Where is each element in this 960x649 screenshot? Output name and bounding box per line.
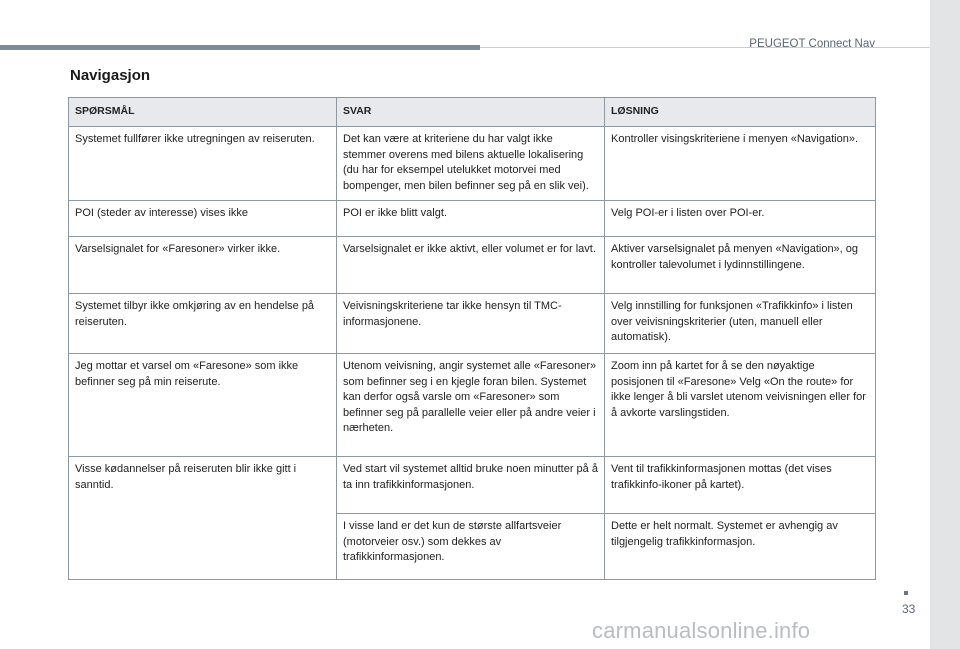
answer-cell: Det kan være at kriteriene du har valgt ikke stemmer overens med bilens aktuelle lokalisering (du har for eksempel utelukket motorvei med bompenger, men bilen befinner seg på en slik vei). [337,127,605,201]
page-number: 33 [902,602,916,616]
header-brand: PEUGEOT Connect Nav [749,38,875,50]
question-cell: Systemet tilbyr ikke omkjøring av en hendelse på reiseruten. [69,294,337,354]
answer-cell: I visse land er det kun de største allfartsveier (motorveier osv.) som dekkes av trafikkinformasjonen. [337,514,605,580]
question-cell: Jeg mottar et varsel om «Faresone» som ikke befinner seg på min reiserute. [69,354,337,457]
page-edge-strip [930,0,960,649]
table-row [69,237,876,294]
table-row [69,127,876,201]
column-header-question: SPØRSMÅL [69,98,337,127]
solution-cell: Zoom inn på kartet for å se den nøyaktige posisjonen til «Faresone» Velg «On the route» for ikke lenger å bli varslet utenom veivisningen eller for å avkorte varslingstiden. [605,354,876,457]
table-row [69,201,876,237]
answer-cell: Veivisningskriteriene tar ikke hensyn til TMC-informasjonene. [337,294,605,354]
column-header-solution: LØSNING [605,98,876,127]
answer-cell: POI er ikke blitt valgt. [337,201,605,237]
question-cell: Varselsignalet for «Faresoner» virker ikke. [69,237,337,294]
header-rule-dark [0,45,480,50]
solution-cell: Aktiver varselsignalet på menyen «Navigation», og kontroller talevolumet i lydinnstillingene. [605,237,876,294]
answer-cell: Varselsignalet er ikke aktivt, eller volumet er for lavt. [337,237,605,294]
solution-cell: Kontroller visingskriteriene i menyen «Navigation». [605,127,876,201]
troubleshooting-table [68,97,876,580]
solution-cell: Velg POI-er i listen over POI-er. [605,201,876,237]
page-marker-dot [904,591,908,595]
solution-cell: Dette er helt normalt. Systemet er avhengig av tilgjengelig trafikkinformasjon. [605,514,876,580]
table-row [69,457,876,514]
question-cell: Systemet fullfører ikke utregningen av reiseruten. [69,127,337,201]
question-cell: Visse kødannelser på reiseruten blir ikke gitt i sanntid. [69,457,337,580]
solution-cell: Velg innstilling for funksjonen «Trafikkinfo» i listen over veivisningskriterier (uten, manuell eller automatisk). [605,294,876,354]
table-header-row [69,98,876,127]
answer-cell: Ved start vil systemet alltid bruke noen minutter på å ta inn trafikkinformasjonen. [337,457,605,514]
section-title: Navigasjon [70,67,151,84]
solution-cell: Vent til trafikkinformasjonen mottas (det vises trafikkinfo-ikoner på kartet). [605,457,876,514]
table-row [69,354,876,457]
answer-cell: Utenom veivisning, angir systemet alle «Faresoner» som befinner seg i en kjegle foran bilen. Systemet kan derfor også varsle om «Faresoner» som befinner seg på parallelle veier eller på andre veier i nærheten. [337,354,605,457]
question-cell: POI (steder av interesse) vises ikke [69,201,337,237]
column-header-answer: SVAR [337,98,605,127]
table-row [69,294,876,354]
watermark: carmanualsonline.info [592,618,811,643]
